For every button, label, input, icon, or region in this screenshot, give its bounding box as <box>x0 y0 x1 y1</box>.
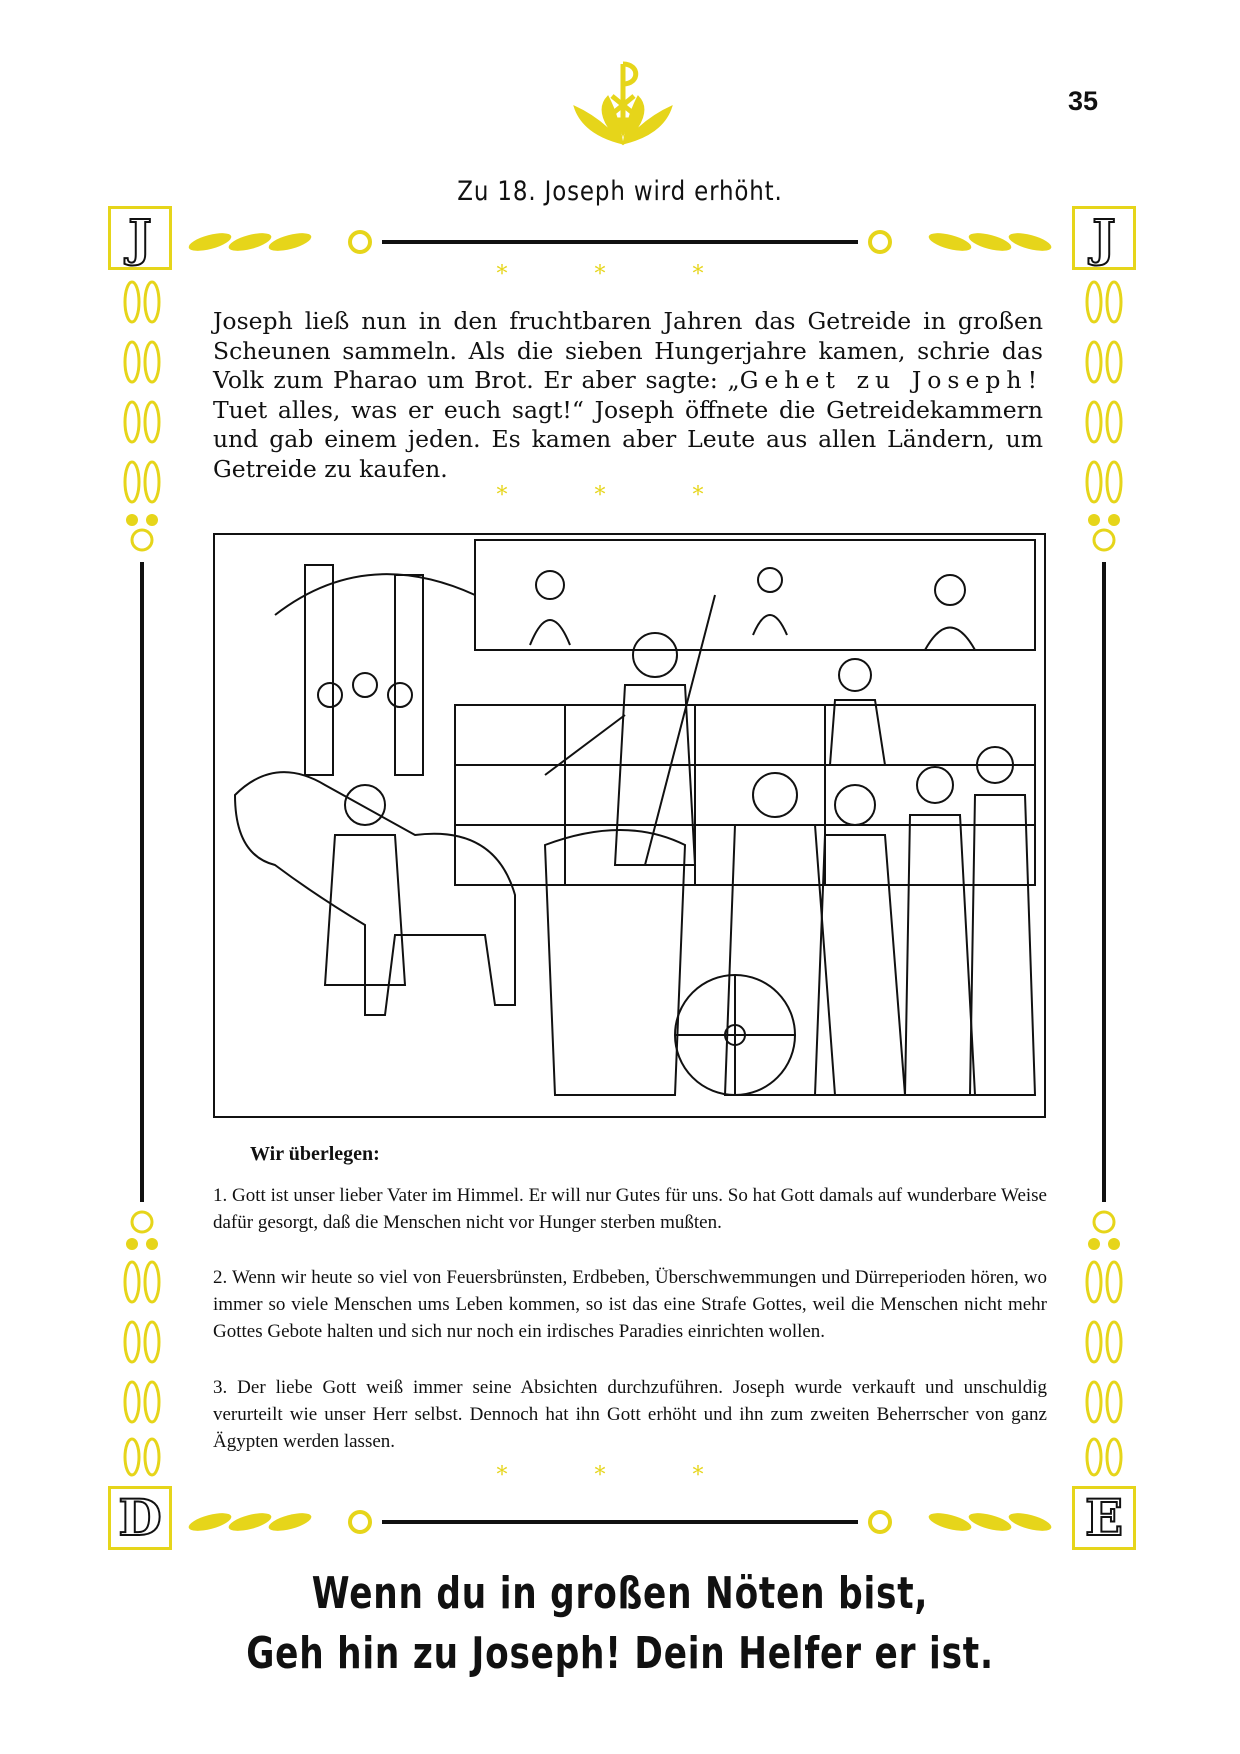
left-vine-ornament <box>118 272 166 1482</box>
intro-text-end: Tuet alles, was er euch sagt!“ Joseph öffnete die Getreidekammern und gab einem jeden. Es kamen aber Leute aus allen Ländern, um Getreide zu kaufen. <box>213 395 1043 483</box>
right-vine-ornament <box>1080 272 1128 1482</box>
initial-bottom-left <box>108 1486 172 1550</box>
reflection-point-3: 3. Der liebe Gott weiß immer seine Absichten durchzuführen. Joseph wurde verkauft und unschuldig verurteilt wie unser Herr selbst. Dennoch hat ihn Gott erhöht und ihn zum zweiten Beherrscher von ganz Ägypten werden lassen. <box>213 1377 1047 1452</box>
reflection-point-1: 1. Gott ist unser lieber Vater im Himmel. Er will nur Gutes für uns. So hat Gott damals auf wunderbare Weise dafür gesorgt, daß die Menschen nicht vor Hunger sterben mußten. <box>213 1185 1047 1233</box>
initial-bottom-right <box>1072 1486 1136 1550</box>
chi-rho-lotus-icon <box>568 56 678 146</box>
ornament-stars: * * * <box>496 262 744 287</box>
motto-line-1: Wenn du in großen Nöten bist, <box>311 1568 929 1619</box>
page-title: Zu 18. Joseph wird erhöht. <box>457 176 783 207</box>
initial-top-left <box>108 206 172 270</box>
initial-letter: E <box>1084 1488 1124 1547</box>
initial-letter: J <box>128 208 152 267</box>
intro-paragraph <box>213 307 1043 484</box>
reflection-point-2: 2. Wenn wir heute so viel von Feuersbrünsten, Erdbeben, Überschwemmungen und Dürreperioden hören, wo immer so viele Menschen ums Leben kommen, so ist das eine Strafe Gottes, weil die Menschen nicht mehr Gottes Gebote halten und sich nur noch ein irdisches Paradies einrichten wollen. <box>213 1267 1047 1342</box>
top-border-ornament <box>170 220 1070 260</box>
initial-top-right <box>1072 206 1136 270</box>
bottom-border-ornament <box>170 1500 1070 1540</box>
intro-text-start: Joseph ließ nun in den fruchtbaren Jahren das Getreide in großen Scheunen sammeln. Als die sieben Hungerjahre kamen, schrie das Volk zum Pharao um Brot. Er aber sagte: „ <box>213 307 1043 394</box>
reflection-heading: Wir überlegen: <box>250 1143 380 1165</box>
page-number: 35 <box>1068 86 1099 116</box>
motto-line-2: Geh hin zu Joseph! Dein Helfer er ist. <box>246 1628 994 1679</box>
initial-letter: D <box>118 1488 162 1547</box>
ornament-stars: * * * <box>496 1463 744 1488</box>
ornament-stars: * * * <box>496 483 744 508</box>
intro-spaced-quote: Gehet zu Joseph! <box>739 366 1044 394</box>
initial-letter: J <box>1092 208 1116 267</box>
joseph-distributing-grain-illustration <box>213 533 1046 1118</box>
